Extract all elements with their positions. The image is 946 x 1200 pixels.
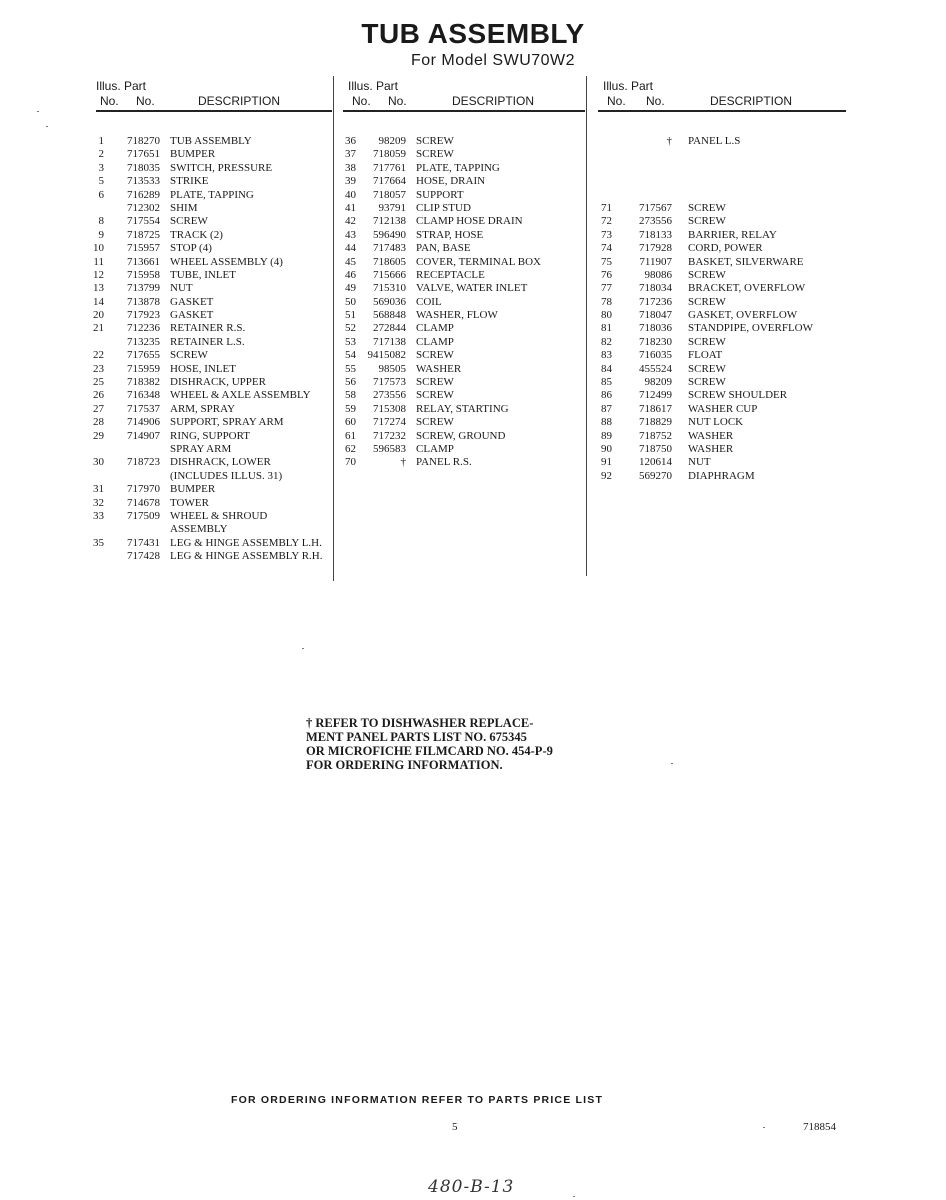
- part-description: RING, SUPPORT: [170, 429, 251, 442]
- illus-number: 73: [601, 228, 612, 241]
- illus-number: 5: [98, 175, 104, 188]
- illus-number: 25: [93, 376, 104, 389]
- part-number: 717428: [127, 550, 160, 563]
- part-description: SCREW: [416, 349, 454, 362]
- part-description: CORD, POWER: [688, 242, 763, 255]
- part-number: 713533: [127, 175, 160, 188]
- part-description: HOSE, DRAIN: [416, 175, 486, 188]
- part-number: 9415082: [367, 349, 406, 362]
- header-part-no: No.: [136, 94, 155, 108]
- part-description: SCREW: [416, 135, 454, 147]
- parts-column-2: [348, 76, 584, 110]
- illus-number: 44: [345, 242, 356, 255]
- illus-number: 8: [98, 215, 104, 228]
- illus-number: 27: [93, 402, 104, 415]
- part-description: SWITCH, PRESSURE: [170, 161, 273, 174]
- scan-speck: [763, 1127, 765, 1128]
- part-description: TUBE, INLET: [170, 268, 236, 281]
- illus-number: 50: [345, 295, 356, 308]
- scan-speck: [46, 126, 48, 127]
- part-number: 120614: [639, 456, 672, 469]
- part-number: 718617: [639, 402, 672, 415]
- part-number: 568848: [373, 309, 406, 322]
- page-subtitle: For Model SWU70W2: [410, 52, 576, 69]
- column-divider: [586, 76, 587, 576]
- part-description: SCREW SHOULDER: [688, 389, 788, 402]
- header-illus-no: No.: [352, 94, 371, 108]
- part-description: CLAMP: [416, 322, 454, 335]
- part-number: 98505: [378, 362, 406, 375]
- part-number: 715666: [373, 268, 406, 281]
- illus-number: 70: [345, 456, 356, 469]
- part-number: 717554: [127, 215, 160, 228]
- part-description: SCREW: [688, 268, 726, 281]
- part-number: 718036: [639, 322, 672, 335]
- part-description: SCREW: [416, 148, 454, 161]
- part-description: SCREW: [416, 389, 454, 402]
- scan-speck: [573, 1196, 575, 1197]
- part-description: SCREW: [688, 335, 726, 348]
- part-number: 717664: [373, 175, 406, 188]
- illus-number: 58: [345, 389, 356, 402]
- part-number: 713235: [127, 335, 160, 348]
- illus-number: 91: [601, 456, 612, 469]
- part-description: BARRIER, RELAY: [688, 228, 777, 241]
- column-divider: [333, 76, 334, 581]
- illus-number: 40: [345, 188, 356, 201]
- part-number: 717573: [373, 376, 406, 389]
- part-description: STOP (4): [170, 242, 212, 255]
- part-description: TOWER: [170, 496, 209, 509]
- part-number: 717236: [639, 295, 672, 308]
- page-title: TUB ASSEMBLY: [361, 18, 585, 49]
- part-number: 717138: [373, 335, 406, 348]
- header-description: DESCRIPTION: [452, 94, 535, 108]
- column-header: [348, 76, 584, 110]
- part-number: 455524: [639, 362, 672, 375]
- part-description: COVER, TERMINAL BOX: [416, 255, 541, 268]
- part-description: RETAINER R.S.: [170, 322, 246, 335]
- part-description: PLATE, TAPPING: [416, 161, 500, 174]
- illus-number: 21: [93, 322, 104, 335]
- header-part-no: No.: [646, 94, 665, 108]
- part-number: 717923: [127, 309, 160, 322]
- part-description: PANEL L.S: [688, 135, 741, 147]
- header-part-no: No.: [388, 94, 407, 108]
- illus-number: 76: [601, 268, 612, 281]
- part-number: 717970: [127, 483, 160, 496]
- part-description: WASHER: [688, 442, 734, 455]
- illus-number: 89: [601, 429, 612, 442]
- part-number: 711907: [639, 255, 672, 268]
- illus-number: 35: [93, 536, 104, 549]
- illus-number: 53: [345, 335, 356, 348]
- illus-number: 22: [93, 349, 104, 362]
- part-number: 718057: [373, 188, 406, 201]
- illus-number: 77: [601, 282, 612, 295]
- part-description: SCREW: [688, 215, 726, 228]
- part-number: 718230: [639, 335, 672, 348]
- handwritten-note: 480-B-13: [428, 1177, 515, 1197]
- part-number: 718723: [127, 456, 160, 469]
- part-number: 717537: [127, 402, 160, 415]
- illus-number: 26: [93, 389, 104, 402]
- part-number: 715957: [127, 242, 160, 255]
- part-number: 718047: [639, 309, 672, 322]
- part-number: 718752: [639, 429, 672, 442]
- part-description: RETAINER L.S.: [170, 335, 245, 348]
- part-description: ARM, SPRAY: [170, 402, 236, 415]
- part-number: 718829: [639, 416, 672, 429]
- illus-number: 90: [601, 442, 612, 455]
- part-number: 716348: [127, 389, 160, 402]
- part-description: SCREW: [688, 295, 726, 308]
- part-description: SCREW: [688, 362, 726, 375]
- part-description: CLAMP: [416, 335, 454, 348]
- illus-number: 82: [601, 335, 612, 348]
- illus-number: 29: [93, 429, 104, 442]
- part-number: 718034: [639, 282, 672, 295]
- scan-speck: [671, 763, 673, 764]
- illus-number: 87: [601, 402, 612, 415]
- part-number: 718133: [639, 228, 672, 241]
- part-number: 273556: [373, 389, 406, 402]
- ordering-footer: FOR ORDERING INFORMATION REFER TO PARTS PRICE LIST: [231, 1094, 604, 1106]
- part-number: 717509: [127, 509, 160, 522]
- part-description: VALVE, WATER INLET: [416, 282, 528, 295]
- part-number: 273556: [639, 215, 672, 228]
- part-number: †: [666, 135, 672, 147]
- illus-number: 54: [345, 349, 356, 362]
- part-number: 714906: [127, 416, 160, 429]
- part-number: 93791: [378, 201, 406, 214]
- part-description: NUT: [170, 282, 193, 295]
- part-description: SCREW: [416, 376, 454, 389]
- footnote-line: OR MICROFICHE FILMCARD NO. 454-P-9: [306, 744, 553, 758]
- parts-column-1: [96, 76, 332, 110]
- illus-number: 62: [345, 442, 356, 455]
- part-number: 718725: [127, 228, 160, 241]
- part-description: DIAPHRAGM: [688, 469, 755, 482]
- part-number: 717567: [639, 201, 672, 214]
- illus-number: 78: [601, 295, 612, 308]
- illus-number: 92: [601, 469, 612, 482]
- scan-speck: [37, 111, 39, 112]
- illus-number: 9: [98, 228, 104, 241]
- illus-number: 10: [93, 242, 104, 255]
- part-description: RECEPTACLE: [416, 268, 485, 281]
- illus-number: 12: [93, 268, 104, 281]
- footnote-line: FOR ORDERING INFORMATION.: [306, 758, 503, 772]
- header-illus-part: Illus. Part: [348, 79, 399, 93]
- illus-number: 74: [601, 242, 612, 255]
- illus-number: 32: [93, 496, 104, 509]
- part-number: 717232: [373, 429, 406, 442]
- illus-number: 43: [345, 228, 356, 241]
- illus-number: 75: [601, 255, 612, 268]
- part-description: WHEEL & AXLE ASSEMBLY: [170, 389, 311, 402]
- illus-number: 33: [93, 509, 104, 522]
- scan-speck: [302, 648, 304, 649]
- part-number: 717655: [127, 349, 160, 362]
- document-number: 718854: [803, 1121, 836, 1133]
- part-number: 717928: [639, 242, 672, 255]
- part-description: TRACK (2): [170, 228, 223, 241]
- page-number: 5: [452, 1121, 458, 1133]
- header-description: DESCRIPTION: [198, 94, 281, 108]
- part-number: 716289: [127, 188, 160, 201]
- part-description: RELAY, STARTING: [416, 402, 509, 415]
- part-number: 718382: [127, 376, 160, 389]
- part-description: COIL: [416, 295, 442, 308]
- part-description: SCREW: [170, 349, 208, 362]
- part-description: STRAP, HOSE: [416, 228, 484, 241]
- part-description: GASKET, OVERFLOW: [688, 309, 798, 322]
- part-number: 718750: [639, 442, 672, 455]
- illus-number: 6: [98, 188, 104, 201]
- part-description: TUB ASSEMBLY: [170, 135, 252, 147]
- illus-number: 52: [345, 322, 356, 335]
- part-number: 569036: [373, 295, 406, 308]
- part-description: WASHER: [416, 362, 462, 375]
- illus-number: 81: [601, 322, 612, 335]
- part-number: 596583: [373, 442, 406, 455]
- part-description: BUMPER: [170, 483, 216, 496]
- part-description: GASKET: [170, 295, 214, 308]
- part-description: NUT: [688, 456, 711, 469]
- illus-number: 1: [98, 135, 104, 147]
- illus-number: 11: [93, 255, 104, 268]
- header-illus-part: Illus. Part: [603, 79, 654, 93]
- part-description: SHIM: [170, 201, 198, 214]
- part-number: 718035: [127, 161, 160, 174]
- part-number: 714678: [127, 496, 160, 509]
- part-description: SUPPORT: [416, 188, 464, 201]
- illus-number: 3: [98, 161, 104, 174]
- part-number: 272844: [373, 322, 406, 335]
- illus-number: 46: [345, 268, 356, 281]
- illus-number: 80: [601, 309, 612, 322]
- header-illus-part: Illus. Part: [96, 79, 147, 93]
- part-description: ASSEMBLY: [170, 523, 228, 536]
- column-header: [96, 76, 332, 110]
- part-description: BRACKET, OVERFLOW: [688, 282, 806, 295]
- part-description: SCREW: [688, 201, 726, 214]
- part-number: 718270: [127, 135, 160, 147]
- part-number: 718605: [373, 255, 406, 268]
- header-rule: [343, 110, 585, 112]
- part-description: PAN, BASE: [416, 242, 471, 255]
- part-description: BUMPER: [170, 148, 216, 161]
- part-description: WHEEL & SHROUD: [170, 509, 268, 522]
- illus-number: 86: [601, 389, 612, 402]
- part-number: 712499: [639, 389, 672, 402]
- part-description: SCREW: [688, 376, 726, 389]
- header-description: DESCRIPTION: [710, 94, 793, 108]
- part-description: CLIP STUD: [416, 201, 471, 214]
- part-description: SCREW: [170, 215, 208, 228]
- illus-number: 2: [98, 148, 104, 161]
- part-description: BASKET, SILVERWARE: [688, 255, 804, 268]
- part-description: WASHER: [688, 429, 734, 442]
- illus-number: 71: [601, 201, 612, 214]
- illus-number: 37: [345, 148, 356, 161]
- part-number: 712302: [127, 201, 160, 214]
- part-number: 717483: [373, 242, 406, 255]
- part-number: 98086: [644, 268, 672, 281]
- illus-number: 49: [345, 282, 356, 295]
- part-description: PANEL R.S.: [416, 456, 472, 469]
- part-description: DISHRACK, LOWER: [170, 456, 271, 469]
- header-illus-no: No.: [100, 94, 119, 108]
- part-number: 712236: [127, 322, 160, 335]
- part-description: CLAMP HOSE DRAIN: [416, 215, 523, 228]
- part-number: 718059: [373, 148, 406, 161]
- part-number: 596490: [373, 228, 406, 241]
- illus-number: 13: [93, 282, 104, 295]
- illus-number: 28: [93, 416, 104, 429]
- part-number: 713878: [127, 295, 160, 308]
- part-description: SCREW: [416, 416, 454, 429]
- footnote: [306, 716, 553, 772]
- part-description: CLAMP: [416, 442, 454, 455]
- part-description: FLOAT: [688, 349, 723, 362]
- part-description: STRIKE: [170, 175, 209, 188]
- illus-number: 36: [345, 135, 356, 147]
- part-description: STANDPIPE, OVERFLOW: [688, 322, 814, 335]
- part-description: LEG & HINGE ASSEMBLY R.H.: [170, 550, 323, 563]
- illus-number: 60: [345, 416, 356, 429]
- part-number: 717651: [127, 148, 160, 161]
- parts-column-3: [603, 76, 846, 110]
- part-number: 715308: [373, 402, 406, 415]
- illus-number: 61: [345, 429, 356, 442]
- part-description: LEG & HINGE ASSEMBLY L.H.: [170, 536, 322, 549]
- footnote-line: † REFER TO DISHWASHER REPLACE-: [306, 716, 534, 730]
- part-number: 569270: [639, 469, 672, 482]
- illus-number: 14: [93, 295, 104, 308]
- header-rule: [96, 110, 332, 112]
- illus-number: 23: [93, 362, 104, 375]
- part-number: 98209: [644, 376, 672, 389]
- part-number: 717431: [127, 536, 160, 549]
- part-number: 716035: [639, 349, 672, 362]
- part-number: 714907: [127, 429, 160, 442]
- illus-number: 38: [345, 161, 356, 174]
- illus-number: 31: [93, 483, 104, 496]
- part-description: NUT LOCK: [688, 416, 744, 429]
- header-rule: [598, 110, 846, 112]
- part-number: 713661: [127, 255, 160, 268]
- part-number: 715958: [127, 268, 160, 281]
- illus-number: 51: [345, 309, 356, 322]
- illus-number: 41: [345, 201, 356, 214]
- illus-number: 88: [601, 416, 612, 429]
- illus-number: 39: [345, 175, 356, 188]
- illus-number: 83: [601, 349, 612, 362]
- illus-number: 59: [345, 402, 356, 415]
- illus-number: 56: [345, 376, 356, 389]
- part-description: WASHER CUP: [688, 402, 758, 415]
- illus-number: 85: [601, 376, 612, 389]
- footnote-line: MENT PANEL PARTS LIST NO. 675345: [306, 730, 527, 744]
- illus-number: 45: [345, 255, 356, 268]
- header-illus-no: No.: [607, 94, 626, 108]
- part-description: PLATE, TAPPING: [170, 188, 254, 201]
- part-number: 98209: [378, 135, 406, 147]
- part-description: GASKET: [170, 309, 214, 322]
- part-description: HOSE, INLET: [170, 362, 236, 375]
- part-description: SCREW, GROUND: [416, 429, 506, 442]
- illus-number: 30: [93, 456, 104, 469]
- part-description: DISHRACK, UPPER: [170, 376, 266, 389]
- part-description: WHEEL ASSEMBLY (4): [170, 255, 283, 268]
- part-description: WASHER, FLOW: [416, 309, 498, 322]
- part-number: 715959: [127, 362, 160, 375]
- part-description: SUPPORT, SPRAY ARM: [170, 416, 284, 429]
- part-number: †: [400, 456, 406, 469]
- illus-number: 20: [93, 309, 104, 322]
- column-header: [603, 76, 846, 110]
- illus-number: 42: [345, 215, 356, 228]
- illus-number: 72: [601, 215, 612, 228]
- part-number: 717274: [373, 416, 406, 429]
- part-number: 712138: [373, 215, 406, 228]
- part-description: SPRAY ARM: [170, 442, 232, 455]
- part-number: 715310: [373, 282, 406, 295]
- part-description: (INCLUDES ILLUS. 31): [170, 469, 283, 482]
- part-number: 713799: [127, 282, 160, 295]
- part-number: 717761: [373, 161, 406, 174]
- illus-number: 55: [345, 362, 356, 375]
- illus-number: 84: [601, 362, 612, 375]
